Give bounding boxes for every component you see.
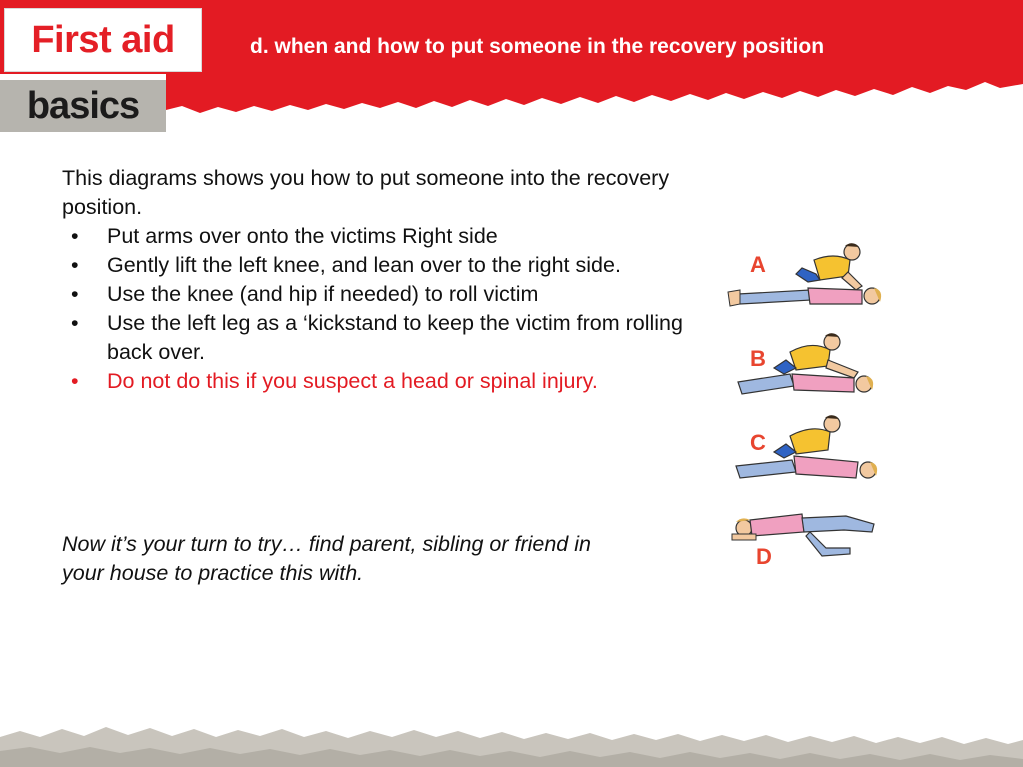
- step-text: Use the left leg as a ‘kickstand to keep the victim from rolling back over.: [107, 311, 683, 364]
- bullet-icon: •: [71, 369, 79, 393]
- list-item: [62, 280, 702, 309]
- diagram-panel-d: [726, 504, 886, 576]
- footer-torn-shape: [0, 707, 1023, 767]
- logo-first-aid: [4, 8, 202, 72]
- step-text: Use the knee (and hip if needed) to roll victim: [107, 282, 539, 306]
- steps-list: [62, 222, 702, 396]
- recovery-step-d-illustration: [726, 504, 886, 576]
- step-text: Put arms over onto the victims Right side: [107, 224, 498, 248]
- bullet-icon: •: [71, 311, 79, 335]
- panel-label-b: B: [750, 346, 766, 371]
- warning-item: [62, 367, 702, 396]
- diagram-panel-b: [730, 328, 890, 406]
- logo-basics: [0, 80, 166, 132]
- footer-torn-edge: [0, 707, 1023, 767]
- panel-label-d: D: [756, 544, 772, 569]
- bullet-icon: •: [71, 253, 79, 277]
- warning-text: Do not do this if you suspect a head or spinal injury.: [107, 369, 598, 393]
- diagram-panel-c: [726, 410, 890, 490]
- panel-label-a: A: [750, 252, 766, 277]
- list-item: [62, 222, 702, 251]
- panel-label-c: C: [750, 430, 766, 455]
- diagram-panel-a: [724, 238, 894, 320]
- logo-first-aid-text: First aid: [31, 18, 175, 61]
- page-title: d. when and how to put someone in the recovery position: [250, 35, 825, 58]
- bullet-icon: •: [71, 282, 79, 306]
- instructions: [62, 164, 702, 396]
- logo-basics-text: basics: [26, 84, 140, 127]
- recovery-step-a-illustration: [724, 238, 894, 320]
- step-text: Gently lift the left knee, and lean over to the right side.: [107, 253, 621, 277]
- closing-text: Now it’s your turn to try… find parent, sibling or friend in your house to practice this with.: [62, 532, 591, 585]
- bullet-icon: •: [71, 224, 79, 248]
- intro-text: This diagrams shows you how to put someone into the recovery position.: [62, 166, 670, 219]
- list-item: [62, 251, 702, 280]
- list-item: [62, 309, 702, 367]
